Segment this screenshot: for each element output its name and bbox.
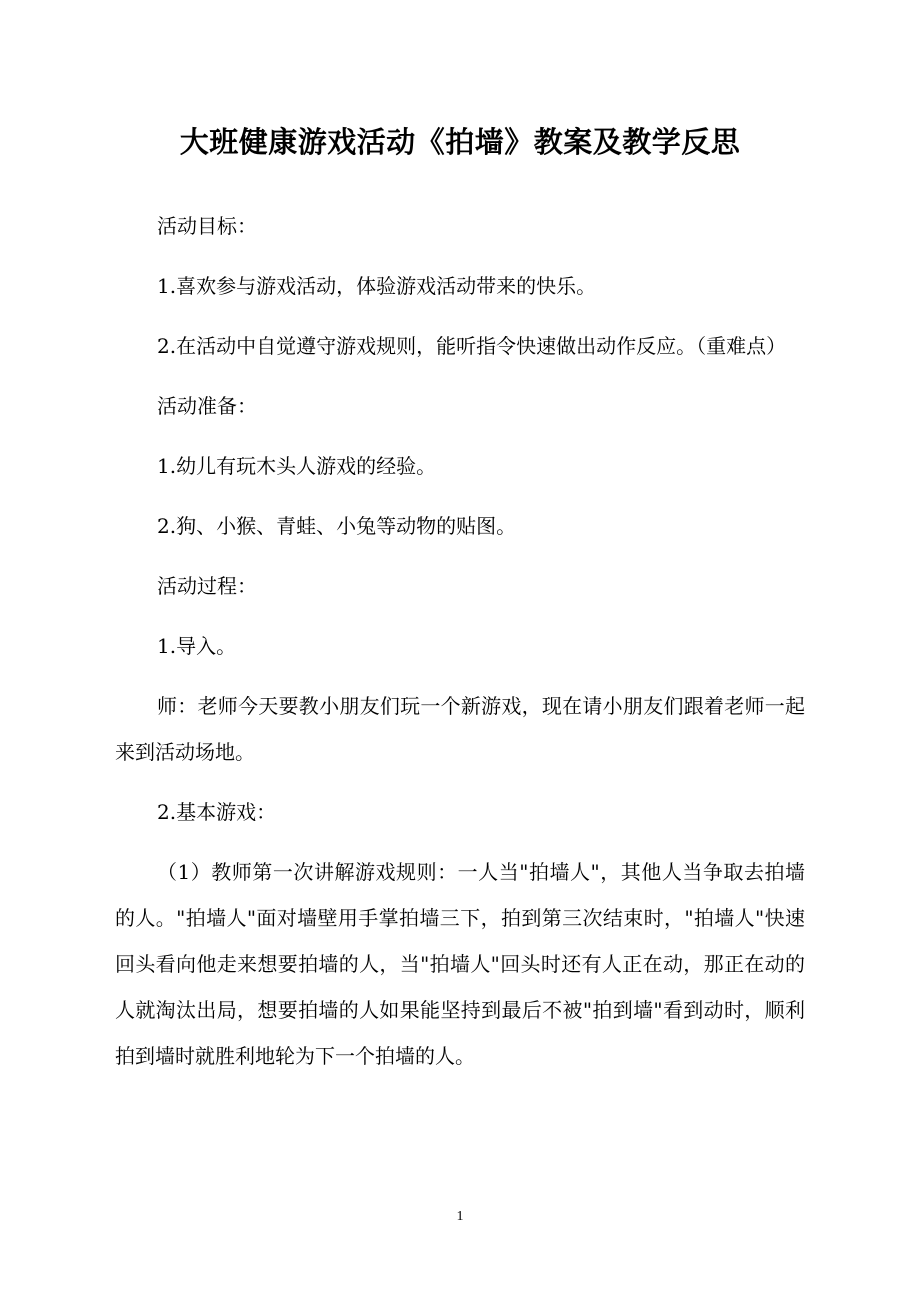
preparation-item-2: 2.狗、小猴、青蛙、小兔等动物的贴图。 <box>157 514 517 538</box>
preparation-item-1: 1.幼儿有玩木头人游戏的经验。 <box>157 454 437 478</box>
section-heading-process: 活动过程： <box>157 574 257 598</box>
document-body <box>115 203 805 1093</box>
process-step-2-rules: （1）教师第一次讲解游戏规则：一人当"拍墙人"，其他人当争取去拍墙的人。"拍墙人"面对墙壁用手掌拍墙三下，拍到第三次结束时，"拍墙人"快速回头看向他走来想要拍墙的人，当"拍墙人"回头时还有人正在动，那正在动的人就淘汰出局，想要拍墙的人如果能坚持到最后不被"拍到墙"看到动时，顺利拍到墙时就胜利地轮为下一个拍墙的人。 <box>115 860 805 1068</box>
goal-item-2: 2.在活动中自觉遵守游戏规则，能听指令快速做出动作反应。（重难点） <box>157 334 787 358</box>
process-step-1: 1.导入。 <box>157 634 237 658</box>
document-title: 大班健康游戏活动《拍墙》教案及教学反思 <box>179 125 741 159</box>
goal-item-1: 1.喜欢参与游戏活动，体验游戏活动带来的快乐。 <box>157 274 597 298</box>
process-step-2: 2.基本游戏： <box>157 800 277 824</box>
page-number: 1 <box>456 1209 464 1224</box>
process-step-1-detail: 师：老师今天要教小朋友们玩一个新游戏，现在请小朋友们跟着老师一起来到活动场地。 <box>115 694 805 764</box>
section-heading-goals: 活动目标： <box>157 214 257 238</box>
section-heading-preparation: 活动准备： <box>157 394 257 418</box>
